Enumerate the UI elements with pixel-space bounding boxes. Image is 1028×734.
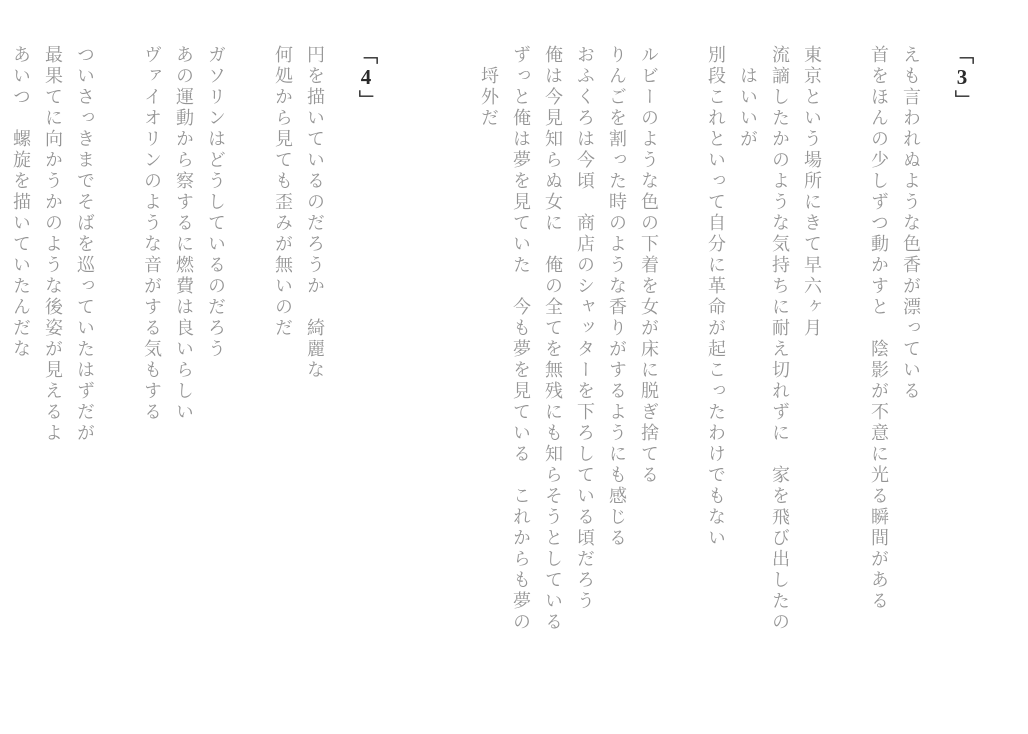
poem-line: 俺は今見知らぬ女に 俺の全てを無残にも知らそうとしている [543,45,563,633]
poem-line: ガソリンはどうしているのだろう [206,45,226,360]
poem-line: 別段これといって自分に革命が起こったわけでもない [706,45,726,549]
poem-line: あいつ 螺旋を描いていたんだな [11,45,31,360]
section-3-header [950,45,974,714]
poem-line: 最果てに向かうかのような後姿が見えるよ [43,45,63,444]
section-4-stanza-3 [10,45,96,714]
open-bracket: 「 [952,45,973,65]
poem-line: ずっと俺は夢を見ていた 今も夢を見ている これからも夢の [511,45,531,633]
section-3-stanza-3 [478,45,660,714]
poem-line: 首をほんの少しずつ動かすと 陰影が不意に光る瞬間がある [869,45,889,612]
section-3-stanza-2 [705,45,823,714]
section-3-stanza-1 [868,45,922,714]
poem-line: りんごを割った時のような香りがするようにも感じる [607,45,627,549]
poem-line-wrap: 埒外だ [479,66,499,129]
section-4 [10,45,378,714]
section-3 [478,45,974,714]
poem-line: 流謫したかのような気持ちに耐え切れずに 家を飛び出したの [770,45,790,633]
poem-line: あの運動から察するに燃費は良いらしい [174,45,194,423]
poem-line: ヴァイオリンのような音がする気もする [142,45,162,423]
section-4-stanza-1 [272,45,326,714]
poem-line: 円を描いているのだろうか 綺麗な [305,45,325,381]
poem-line: ルビーのような色の下着を女が床に脱ぎ捨てる [639,45,659,486]
section-3-number: 3 [950,65,974,90]
section-4-number: 4 [354,65,378,90]
poem-line: えも言われぬような色香が漂っている [901,45,921,402]
section-4-stanza-2 [141,45,227,714]
open-bracket: 「 [356,45,377,65]
poem-line: おふくろは今頃 商店のシャッターを下ろしている頃だろう [575,45,595,612]
close-bracket: 」 [356,90,377,110]
poem-line: 何処から見ても歪みが無いのだ [273,45,293,339]
poem-line: 東京という場所にきて早六ヶ月 [802,45,822,339]
section-4-header [354,45,378,714]
poem-line-wrap: はいいが [738,66,758,150]
close-bracket: 」 [952,90,973,110]
poem-line: ついさっきまでそばを巡っていたはずだが [75,45,95,444]
